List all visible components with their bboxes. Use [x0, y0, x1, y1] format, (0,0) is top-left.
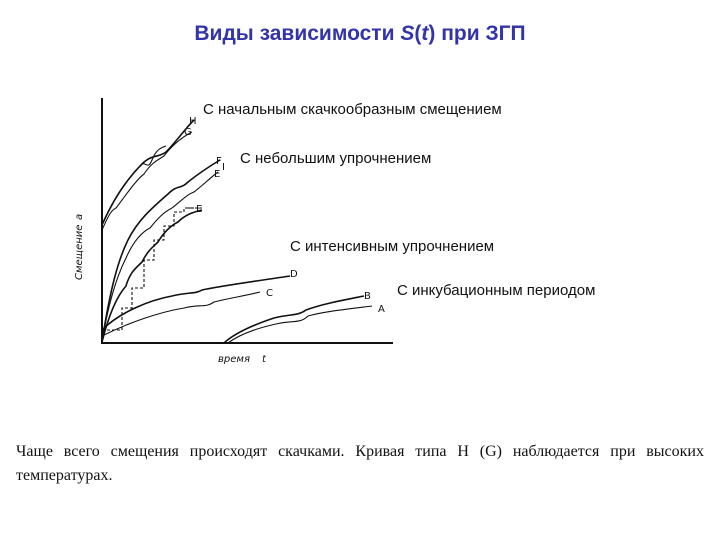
y-axis-label-symbol: a	[74, 213, 85, 220]
title-prefix: Виды зависимости	[194, 22, 401, 45]
curve-b	[224, 296, 364, 343]
title-symbol: S	[400, 22, 415, 45]
letter-g: G	[184, 127, 192, 138]
title-close-paren: )	[428, 22, 436, 45]
displacement-time-diagram	[60, 90, 400, 380]
letter-d: D	[290, 269, 298, 280]
letter-h: H	[189, 116, 197, 127]
title-arg: t	[421, 22, 429, 45]
letter-e: E	[196, 204, 203, 215]
slide-title	[0, 22, 720, 46]
x-axis-label-symbol: t	[262, 354, 266, 365]
caption: Чаще всего смещения происходят скачками. Кривая типа H (G) наблюдается при высоких температурах.	[16, 443, 704, 484]
curve-c	[102, 292, 260, 336]
y-axis-label-text: Смещение	[74, 224, 85, 280]
letter-f: F	[216, 156, 222, 167]
title-suffix: при ЗГП	[435, 22, 526, 45]
letter-e1: E	[214, 169, 221, 180]
annotation-initial-jump: С начальным скачкообразным смещением	[203, 101, 502, 118]
annotation-intensive-hardening: С интенсивным упрочнением	[290, 238, 495, 255]
letter-i: I	[222, 162, 225, 173]
curve-f	[102, 160, 220, 342]
curve-g	[102, 132, 192, 342]
annotation-incubation-period: С инкубационным периодом	[397, 282, 596, 299]
curve-a	[228, 306, 372, 343]
curve-e-intensive	[102, 210, 202, 342]
x-axis-label-text: время	[218, 354, 250, 365]
letter-b: B	[364, 291, 371, 302]
annotation-small-hardening: С небольшим упрочнением	[240, 150, 432, 167]
letter-c: C	[266, 288, 273, 299]
y-axis-label	[74, 214, 85, 280]
letter-a: A	[378, 304, 385, 315]
title-open-paren: (	[414, 22, 422, 45]
